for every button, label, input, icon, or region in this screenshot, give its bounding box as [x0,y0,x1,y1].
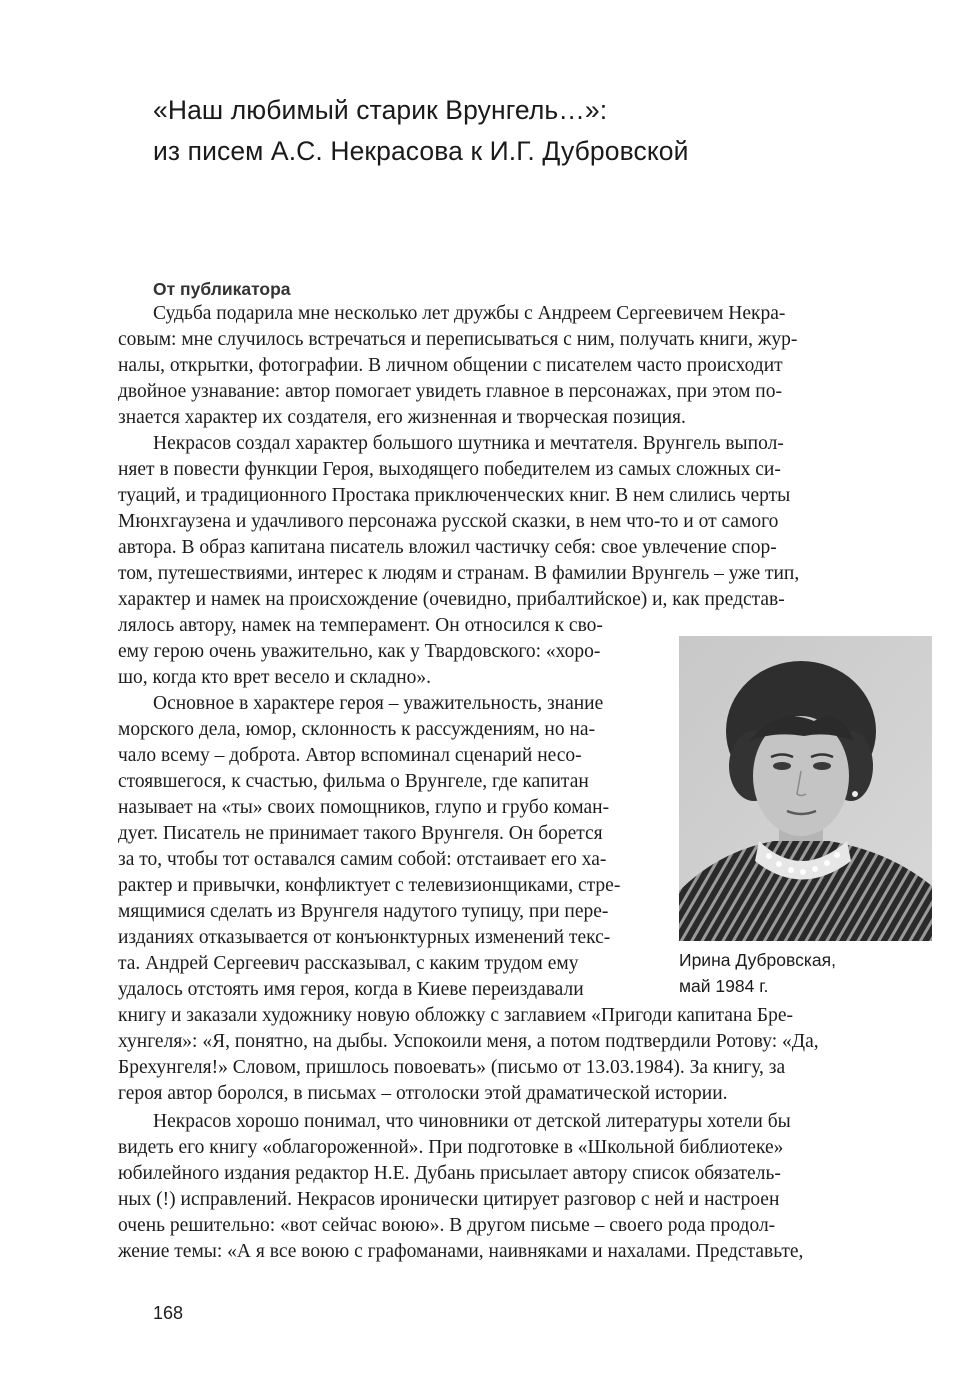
body-line: Брехунгеля!» Словом, пришлось повоевать» (письмо от 13.03.1984). За книгу, за [118,1057,786,1078]
body-line: удалось отстоять имя героя, когда в Киеве переиздавали [118,979,584,1000]
body-line: няет в повести функции Героя, выходящего победителем из самых сложных си- [118,459,781,480]
body-line: ему герою очень уважительно, как у Твардовского: «хоро- [118,641,601,662]
photo-caption [679,947,836,999]
body-line: шо, когда кто врет весело и складно». [118,667,432,688]
body-line: мящимися сделать из Врунгеля надутого тупицу, при пере- [118,901,609,922]
body-line: героя автор боролся, в письмах – отголоски этой драматической истории. [118,1083,728,1104]
body-line: Судьба подарила мне несколько лет дружбы с Андреем Сергеевичем Некра- [153,303,786,324]
body-line: туаций, и традиционного Простака приключенческих книг. В нем слились черты [118,485,791,506]
body-line: стоявшегося, к счастью, фильма о Врунгеле, где капитан [118,771,589,792]
body-line: автора. В образ капитана писатель вложил частичку себя: свое увлечение спор- [118,537,777,558]
caption-line-1: Ирина Дубровская, [679,950,836,970]
body-line: та. Андрей Сергеевич рассказывал, с каким трудом ему [118,953,579,974]
body-line: книгу и заказали художнику новую обложку с заглавием «Пригоди капитана Бре- [118,1005,793,1026]
body-line: дует. Писатель не принимает такого Врунгеля. Он борется [118,823,603,844]
body-line: знается характер их создателя, его жизненная и творческая позиция. [118,407,686,428]
body-line: лялось автору, намек на темперамент. Он относился к сво- [118,615,603,636]
portrait-image [679,636,932,941]
body-line: совым: мне случилось встречаться и переписываться с ним, получать книги, жур- [118,329,798,350]
body-line: за то, чтобы тот оставался самим собой: отстаивает его ха- [118,849,607,870]
body-line: налы, открытки, фотографии. В личном общении с писателем часто происходит [118,355,783,376]
section-heading: От публикатора [153,279,291,299]
body-line: хунгеля»: «Я, понятно, на дыбы. Успокоили меня, а потом подтвердили Ротову: «Да, [118,1031,819,1052]
body-line: двойное узнавание: автор помогает увидеть главное в персонажах, при этом по- [118,381,782,402]
article-title [153,90,913,172]
body-line: рактер и привычки, конфликтует с телевизионщиками, стре- [118,875,621,896]
body-line: называет на «ты» своих помощников, глупо и грубо коман- [118,797,610,818]
body-line: чало всему – доброта. Автор вспоминал сценарий несо- [118,745,582,766]
body-line: Основное в характере героя – уважительность, знание [153,693,604,714]
body-line: юбилейного издания редактор Н.Е. Дубань присылает автору список обязатель- [118,1163,781,1184]
title-line-2: из писем А.С. Некрасова к И.Г. Дубровской [153,136,689,166]
body-line: Мюнхгаузена и удачливого персонажа русской сказки, в нем что-то и от самого [118,511,779,532]
title-line-1: «Наш любимый старик Врунгель…»: [153,95,608,125]
body-line: Некрасов создал характер большого шутника и мечтателя. Врунгель выпол- [153,433,784,454]
body-line: том, путешествиями, интерес к людям и странам. В фамилии Врунгель – уже тип, [118,563,800,584]
body-line: видеть его книгу «облагороженной». При подготовке в «Школьной библиотеке» [118,1137,784,1158]
body-line: характер и намек на происхождение (очевидно, прибалтийское) и, как представ- [118,589,785,610]
portrait-photo [679,636,932,941]
page-number: 168 [153,1303,184,1323]
body-line: очень решительно: «вот сейчас воюю». В другом письме – своего рода продол- [118,1215,776,1236]
body-line: Некрасов хорошо понимал, что чиновники от детской литературы хотели бы [153,1111,791,1132]
body-line: ных (!) исправлений. Некрасов иронически цитирует разговор с ней и настроен [118,1189,780,1210]
body-line: изданиях отказывается от конъюнктурных изменений текс- [118,927,611,948]
body-line: жение темы: «А я все воюю с графоманами, наивняками и нахалами. Представьте, [118,1241,804,1262]
caption-line-2: май 1984 г. [679,976,769,996]
body-line: морского дела, юмор, склонность к рассуждениям, но на- [118,719,596,740]
